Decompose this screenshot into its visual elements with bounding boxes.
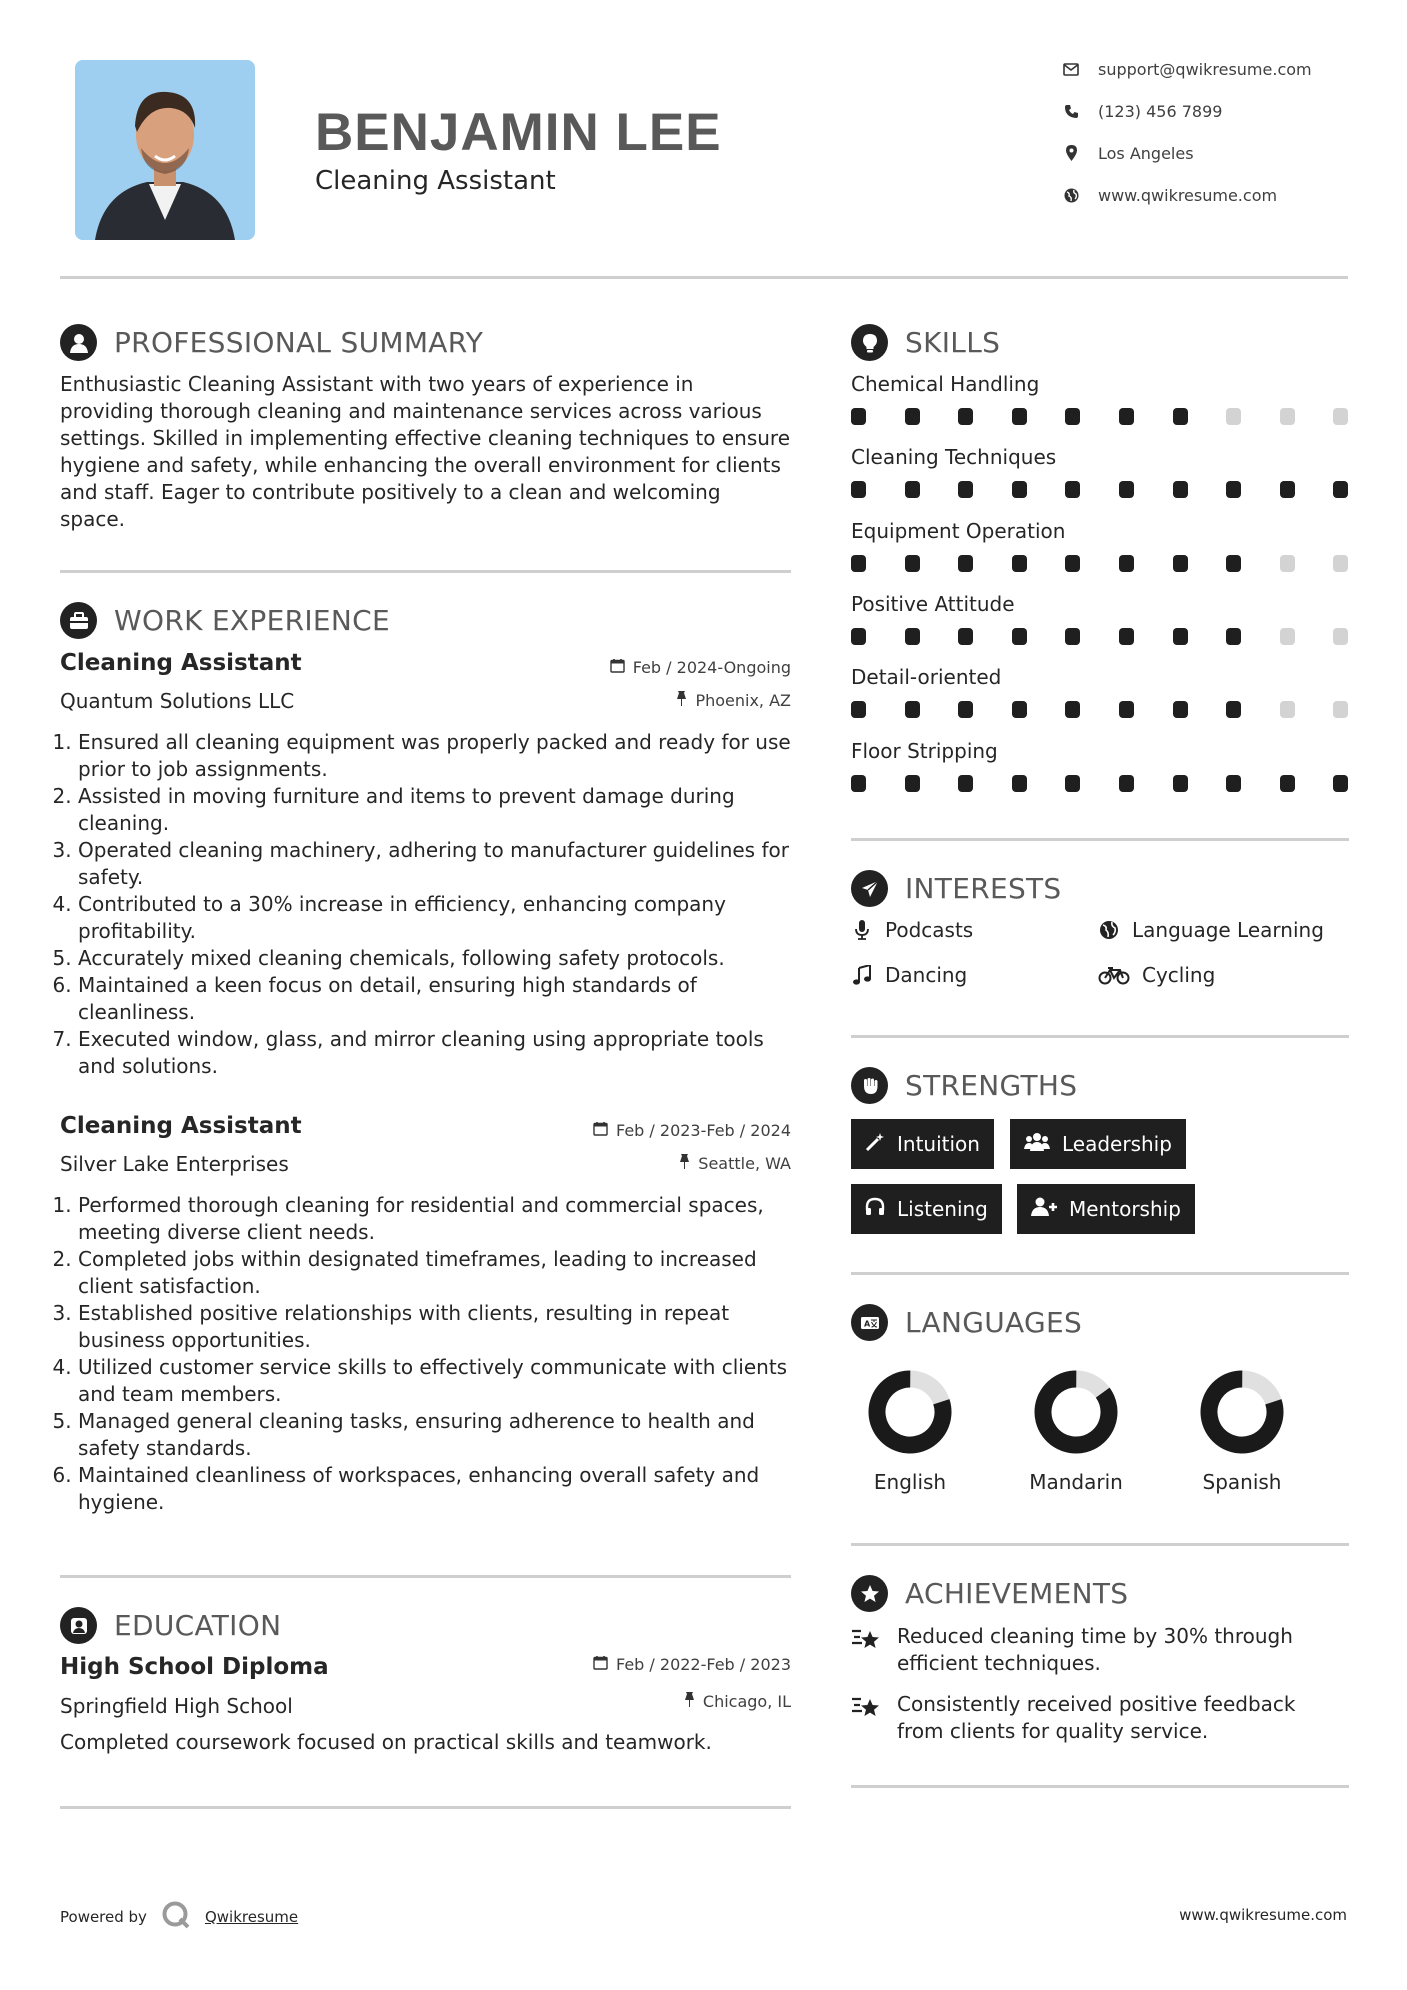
skill-dot-filled: [1065, 775, 1080, 792]
interest-cycling: [1098, 963, 1215, 987]
skill-dot-empty: [1280, 628, 1295, 645]
skill-dot-filled: [1119, 628, 1134, 645]
education-heading: [60, 1607, 281, 1644]
strength-tag-mentorship: [1017, 1184, 1195, 1234]
job-company-2: Silver Lake Enterprises: [60, 1152, 289, 1176]
language-icon: [851, 1304, 888, 1341]
skill-dot-filled: [1173, 628, 1188, 645]
interest-podcasts-label: Podcasts: [885, 918, 974, 942]
skill-name: Detail-oriented: [851, 665, 1002, 690]
job-1-bullet-7: 7. Executed window, glass, and mirror cleaning using appropriate tools and solutions.: [78, 1026, 795, 1080]
contact-phone-text: (123) 456 7899: [1098, 101, 1223, 121]
interests-heading: [851, 870, 1062, 907]
skill-dot-filled: [851, 555, 866, 572]
job-2-bullet-5: 5. Managed general cleaning tasks, ensuring adherence to health and safety standards.: [78, 1408, 795, 1462]
skills-heading: [851, 324, 1000, 361]
skill-dot-filled: [1280, 481, 1295, 498]
achievements-divider: [851, 1785, 1349, 1788]
contact-email[interactable]: [1062, 56, 1312, 82]
skill-dot-filled: [958, 481, 973, 498]
calendar-icon: [593, 1655, 608, 1674]
job-2-bullet-4: 4. Utilized customer service skills to effectively communicate with clients and team members.: [78, 1354, 795, 1408]
skill-dot-filled: [1119, 481, 1134, 498]
footer-website[interactable]: www.qwikresume.com: [1179, 1906, 1347, 1924]
skill-dot-filled: [1226, 775, 1241, 792]
contact-website[interactable]: [1062, 182, 1277, 208]
microphone-icon: [851, 919, 873, 941]
users-icon: [1024, 1132, 1050, 1157]
achievement-item-2: [851, 1691, 1331, 1745]
magic-wand-icon: [865, 1132, 885, 1157]
skill-dot-filled: [1065, 628, 1080, 645]
shooting-star-icon: [851, 1693, 883, 1723]
qwikresume-link[interactable]: Qwikresume: [204, 1908, 299, 1926]
job-company-1: Quantum Solutions LLC: [60, 689, 295, 713]
user-circle-icon: [60, 324, 97, 361]
qwikresume-logo-icon: [161, 1900, 191, 1934]
skill-dot-filled: [1173, 408, 1188, 425]
contact-location-text: Los Angeles: [1098, 143, 1194, 163]
languages-heading: [851, 1304, 1082, 1341]
achievement-text-1: Reduced cleaning time by 30% through efficient techniques.: [897, 1624, 1293, 1675]
skill-dot-filled: [1012, 481, 1027, 498]
strength-leadership-label: Leadership: [1062, 1132, 1172, 1156]
skill-dot-filled: [1065, 408, 1080, 425]
experience-title: WORK EXPERIENCE: [114, 604, 390, 637]
skill-dot-filled: [1065, 701, 1080, 718]
language-ring: [1031, 1367, 1121, 1457]
languages-title: LANGUAGES: [905, 1306, 1083, 1339]
strengths-heading: [851, 1067, 1077, 1104]
strength-mentorship-label: Mentorship: [1069, 1197, 1181, 1221]
skill-name: Floor Stripping: [851, 738, 998, 763]
footer-powered-by: [60, 1900, 298, 1934]
skill-dot-filled: [851, 408, 866, 425]
skill-rating: [851, 555, 1351, 573]
skill-dot-empty: [1333, 701, 1348, 718]
contact-phone[interactable]: [1062, 98, 1222, 124]
education-location: [684, 1692, 791, 1711]
job-bullets-1: [60, 729, 795, 1080]
skill-dot-filled: [958, 775, 973, 792]
contact-location: [1062, 140, 1194, 166]
skill-dot-filled: [851, 628, 866, 645]
fist-icon: [851, 1067, 888, 1104]
candidate-job-title: Cleaning Assistant: [315, 166, 556, 196]
experience-divider: [60, 1575, 791, 1578]
job-2-bullet-6: 6. Maintained cleanliness of workspaces, enhancing overall safety and hygiene.: [78, 1462, 795, 1516]
skill-rating: [851, 701, 1351, 719]
skill-dot-filled: [1226, 481, 1241, 498]
music-note-icon: [851, 964, 873, 986]
skill-dot-filled: [1173, 555, 1188, 572]
experience-heading: [60, 602, 390, 639]
skill-dot-filled: [1333, 775, 1348, 792]
candidate-name: BENJAMIN LEE: [315, 103, 722, 162]
skill-dot-filled: [958, 628, 973, 645]
skill-dot-empty: [1333, 408, 1348, 425]
job-title-1: Cleaning Assistant: [60, 650, 302, 676]
briefcase-icon: [60, 602, 97, 639]
skill-dot-filled: [1173, 775, 1188, 792]
skill-name: Chemical Handling: [851, 372, 1040, 396]
education-degree: High School Diploma: [60, 1654, 329, 1680]
contact-email-text: support@qwikresume.com: [1098, 59, 1312, 79]
summary-title: PROFESSIONAL SUMMARY: [114, 326, 484, 359]
skill-dot-filled: [1065, 555, 1080, 572]
skills-title: SKILLS: [905, 326, 1001, 359]
skill-dot-filled: [1012, 555, 1027, 572]
achievements-title: ACHIEVEMENTS: [905, 1577, 1129, 1610]
job-1-bullet-6: 6. Maintained a keen focus on detail, ensuring high standards of cleanliness.: [78, 972, 795, 1026]
star-badge-icon: [851, 1575, 888, 1612]
header-divider: [60, 276, 1348, 279]
shooting-star-icon: [851, 1625, 883, 1655]
globe-icon: [1098, 919, 1120, 941]
language-name: English: [873, 1470, 947, 1494]
skill-rating: [851, 408, 1351, 426]
job-1-bullet-1: 1. Ensured all cleaning equipment was properly packed and ready for use prior to job assignments.: [78, 729, 795, 783]
strength-intuition-label: Intuition: [897, 1132, 980, 1156]
interests-divider: [851, 1035, 1349, 1038]
calendar-icon: [593, 1121, 608, 1140]
bicycle-icon: [1098, 964, 1130, 986]
job-1-bullet-3: 3. Operated cleaning machinery, adhering to manufacturer guidelines for safety.: [78, 837, 795, 891]
language-ring: [1197, 1367, 1287, 1457]
job-location-2-text: Seattle, WA: [698, 1154, 791, 1173]
job-dates-1-text: Feb / 2024-Ongoing: [632, 658, 791, 677]
skill-dot-filled: [1012, 701, 1027, 718]
skill-dot-filled: [905, 701, 920, 718]
skill-dot-filled: [1173, 701, 1188, 718]
map-marker-icon: [1062, 144, 1080, 162]
skill-dot-empty: [1280, 555, 1295, 572]
skill-dot-empty: [1333, 555, 1348, 572]
job-1-bullet-5: 5. Accurately mixed cleaning chemicals, following safety protocols.: [78, 945, 795, 972]
achievements-heading: [851, 1575, 1128, 1612]
skill-dot-filled: [1012, 408, 1027, 425]
achievement-item-1: [851, 1623, 1331, 1677]
headphones-icon: [865, 1197, 885, 1222]
education-dates-text: Feb / 2022-Feb / 2023: [616, 1655, 791, 1674]
pushpin-icon: [676, 691, 687, 710]
language-name: Spanish: [1202, 1470, 1282, 1494]
summary-heading: [60, 324, 483, 361]
skill-dot-filled: [1065, 481, 1080, 498]
skill-dot-filled: [1119, 555, 1134, 572]
skills-divider: [851, 838, 1349, 841]
skill-dot-filled: [1226, 555, 1241, 572]
envelope-icon: [1062, 60, 1080, 78]
strength-listening-label: Listening: [897, 1197, 988, 1221]
skill-dot-filled: [958, 408, 973, 425]
job-1-bullet-2: 2. Assisted in moving furniture and items to prevent damage during cleaning.: [78, 783, 795, 837]
interest-language-learning: [1098, 918, 1324, 942]
skill-dot-filled: [851, 481, 866, 498]
contact-website-text: www.qwikresume.com: [1098, 185, 1278, 205]
skill-dot-filled: [905, 481, 920, 498]
summary-text: Enthusiastic Cleaning Assistant with two years of experience in providing thorough cleaning and maintenance services across various settings. Skilled in implementing effective cleaning techniques to ensure hygiene and safety, while enhancing the overall environment for clients and staff. Eager to contribute positively to a clean and welcoming space.: [60, 372, 791, 531]
skill-rating: [851, 775, 1351, 793]
strength-tag-intuition: [851, 1119, 994, 1169]
job-dates-1: [610, 658, 791, 677]
profile-photo: [75, 60, 255, 240]
interest-language-learning-label: Language Learning: [1132, 918, 1324, 942]
pushpin-icon: [679, 1154, 690, 1173]
strengths-title: STRENGTHS: [905, 1069, 1078, 1102]
skill-name: Positive Attitude: [851, 591, 1015, 616]
skill-rating: [851, 628, 1351, 646]
education-divider: [60, 1806, 791, 1809]
job-location-1: [676, 691, 791, 710]
skill-dot-filled: [851, 701, 866, 718]
powered-by-text: Powered by: [60, 1908, 147, 1926]
skill-dot-empty: [1226, 408, 1241, 425]
pushpin-icon: [684, 1692, 695, 1711]
skill-dot-filled: [1119, 775, 1134, 792]
job-1-bullet-4: 4. Contributed to a 30% increase in efficiency, enhancing company profitability.: [78, 891, 795, 945]
skill-name: Equipment Operation: [851, 518, 1066, 543]
education-description: Completed coursework focused on practical skills and teamwork.: [60, 1730, 712, 1754]
language-ring: [865, 1367, 955, 1457]
skill-dot-filled: [905, 775, 920, 792]
skill-dot-filled: [1280, 775, 1295, 792]
skill-dot-filled: [1119, 408, 1134, 425]
job-2-bullet-1: 1. Performed thorough cleaning for residential and commercial spaces, meeting diverse client needs.: [78, 1192, 795, 1246]
skill-dot-empty: [1280, 701, 1295, 718]
interest-dancing-label: Dancing: [885, 963, 968, 987]
language-name: Mandarin: [1029, 1470, 1123, 1494]
skill-dot-filled: [958, 701, 973, 718]
skill-dot-empty: [1333, 628, 1348, 645]
job-dates-2-text: Feb / 2023-Feb / 2024: [616, 1121, 791, 1140]
skill-dot-filled: [1012, 775, 1027, 792]
job-dates-2: [593, 1121, 791, 1140]
job-2-bullet-2: 2. Completed jobs within designated timeframes, leading to increased client satisfaction.: [78, 1246, 795, 1300]
skill-dot-filled: [958, 555, 973, 572]
job-location-1-text: Phoenix, AZ: [695, 691, 791, 710]
interest-dancing: [851, 963, 967, 987]
strength-tag-listening: [851, 1184, 1002, 1234]
svg-text:A: A: [863, 1319, 870, 1328]
interest-podcasts: [851, 918, 973, 942]
education-location-text: Chicago, IL: [702, 1692, 791, 1711]
skill-rating: [851, 481, 1351, 499]
skill-dot-filled: [1012, 628, 1027, 645]
paper-plane-icon: [851, 870, 888, 907]
skill-dot-filled: [905, 408, 920, 425]
skill-name: Cleaning Techniques: [851, 445, 1057, 470]
education-school: Springfield High School: [60, 1694, 293, 1718]
graduate-icon: [60, 1607, 97, 1644]
education-dates: [593, 1655, 791, 1674]
strengths-divider: [851, 1272, 1349, 1275]
user-plus-icon: [1031, 1197, 1057, 1222]
skill-dot-empty: [1280, 408, 1295, 425]
skill-dot-filled: [851, 775, 866, 792]
skill-dot-filled: [1333, 481, 1348, 498]
skill-dot-filled: [1226, 628, 1241, 645]
interest-cycling-label: Cycling: [1142, 963, 1216, 987]
phone-icon: [1062, 102, 1080, 120]
education-title: EDUCATION: [114, 1609, 282, 1642]
achievement-text-2: Consistently received positive feedback from clients for quality service.: [897, 1692, 1296, 1743]
skill-dot-filled: [1119, 701, 1134, 718]
interests-title: INTERESTS: [905, 872, 1062, 905]
languages-divider: [851, 1543, 1349, 1546]
strength-tag-leadership: [1010, 1119, 1186, 1169]
skill-dot-filled: [905, 555, 920, 572]
skill-dot-filled: [1226, 701, 1241, 718]
skill-dot-filled: [1173, 481, 1188, 498]
job-location-2: [679, 1154, 791, 1173]
language-ring-fill: [1031, 1367, 1121, 1457]
globe-icon: [1062, 186, 1080, 204]
job-bullets-2: [60, 1192, 795, 1516]
lightbulb-icon: [851, 324, 888, 361]
calendar-icon: [610, 658, 625, 677]
job-2-bullet-3: 3. Established positive relationships with clients, resulting in repeat business opportunities.: [78, 1300, 795, 1354]
skill-dot-filled: [905, 628, 920, 645]
summary-divider: [60, 570, 791, 573]
job-title-2: Cleaning Assistant: [60, 1113, 302, 1139]
